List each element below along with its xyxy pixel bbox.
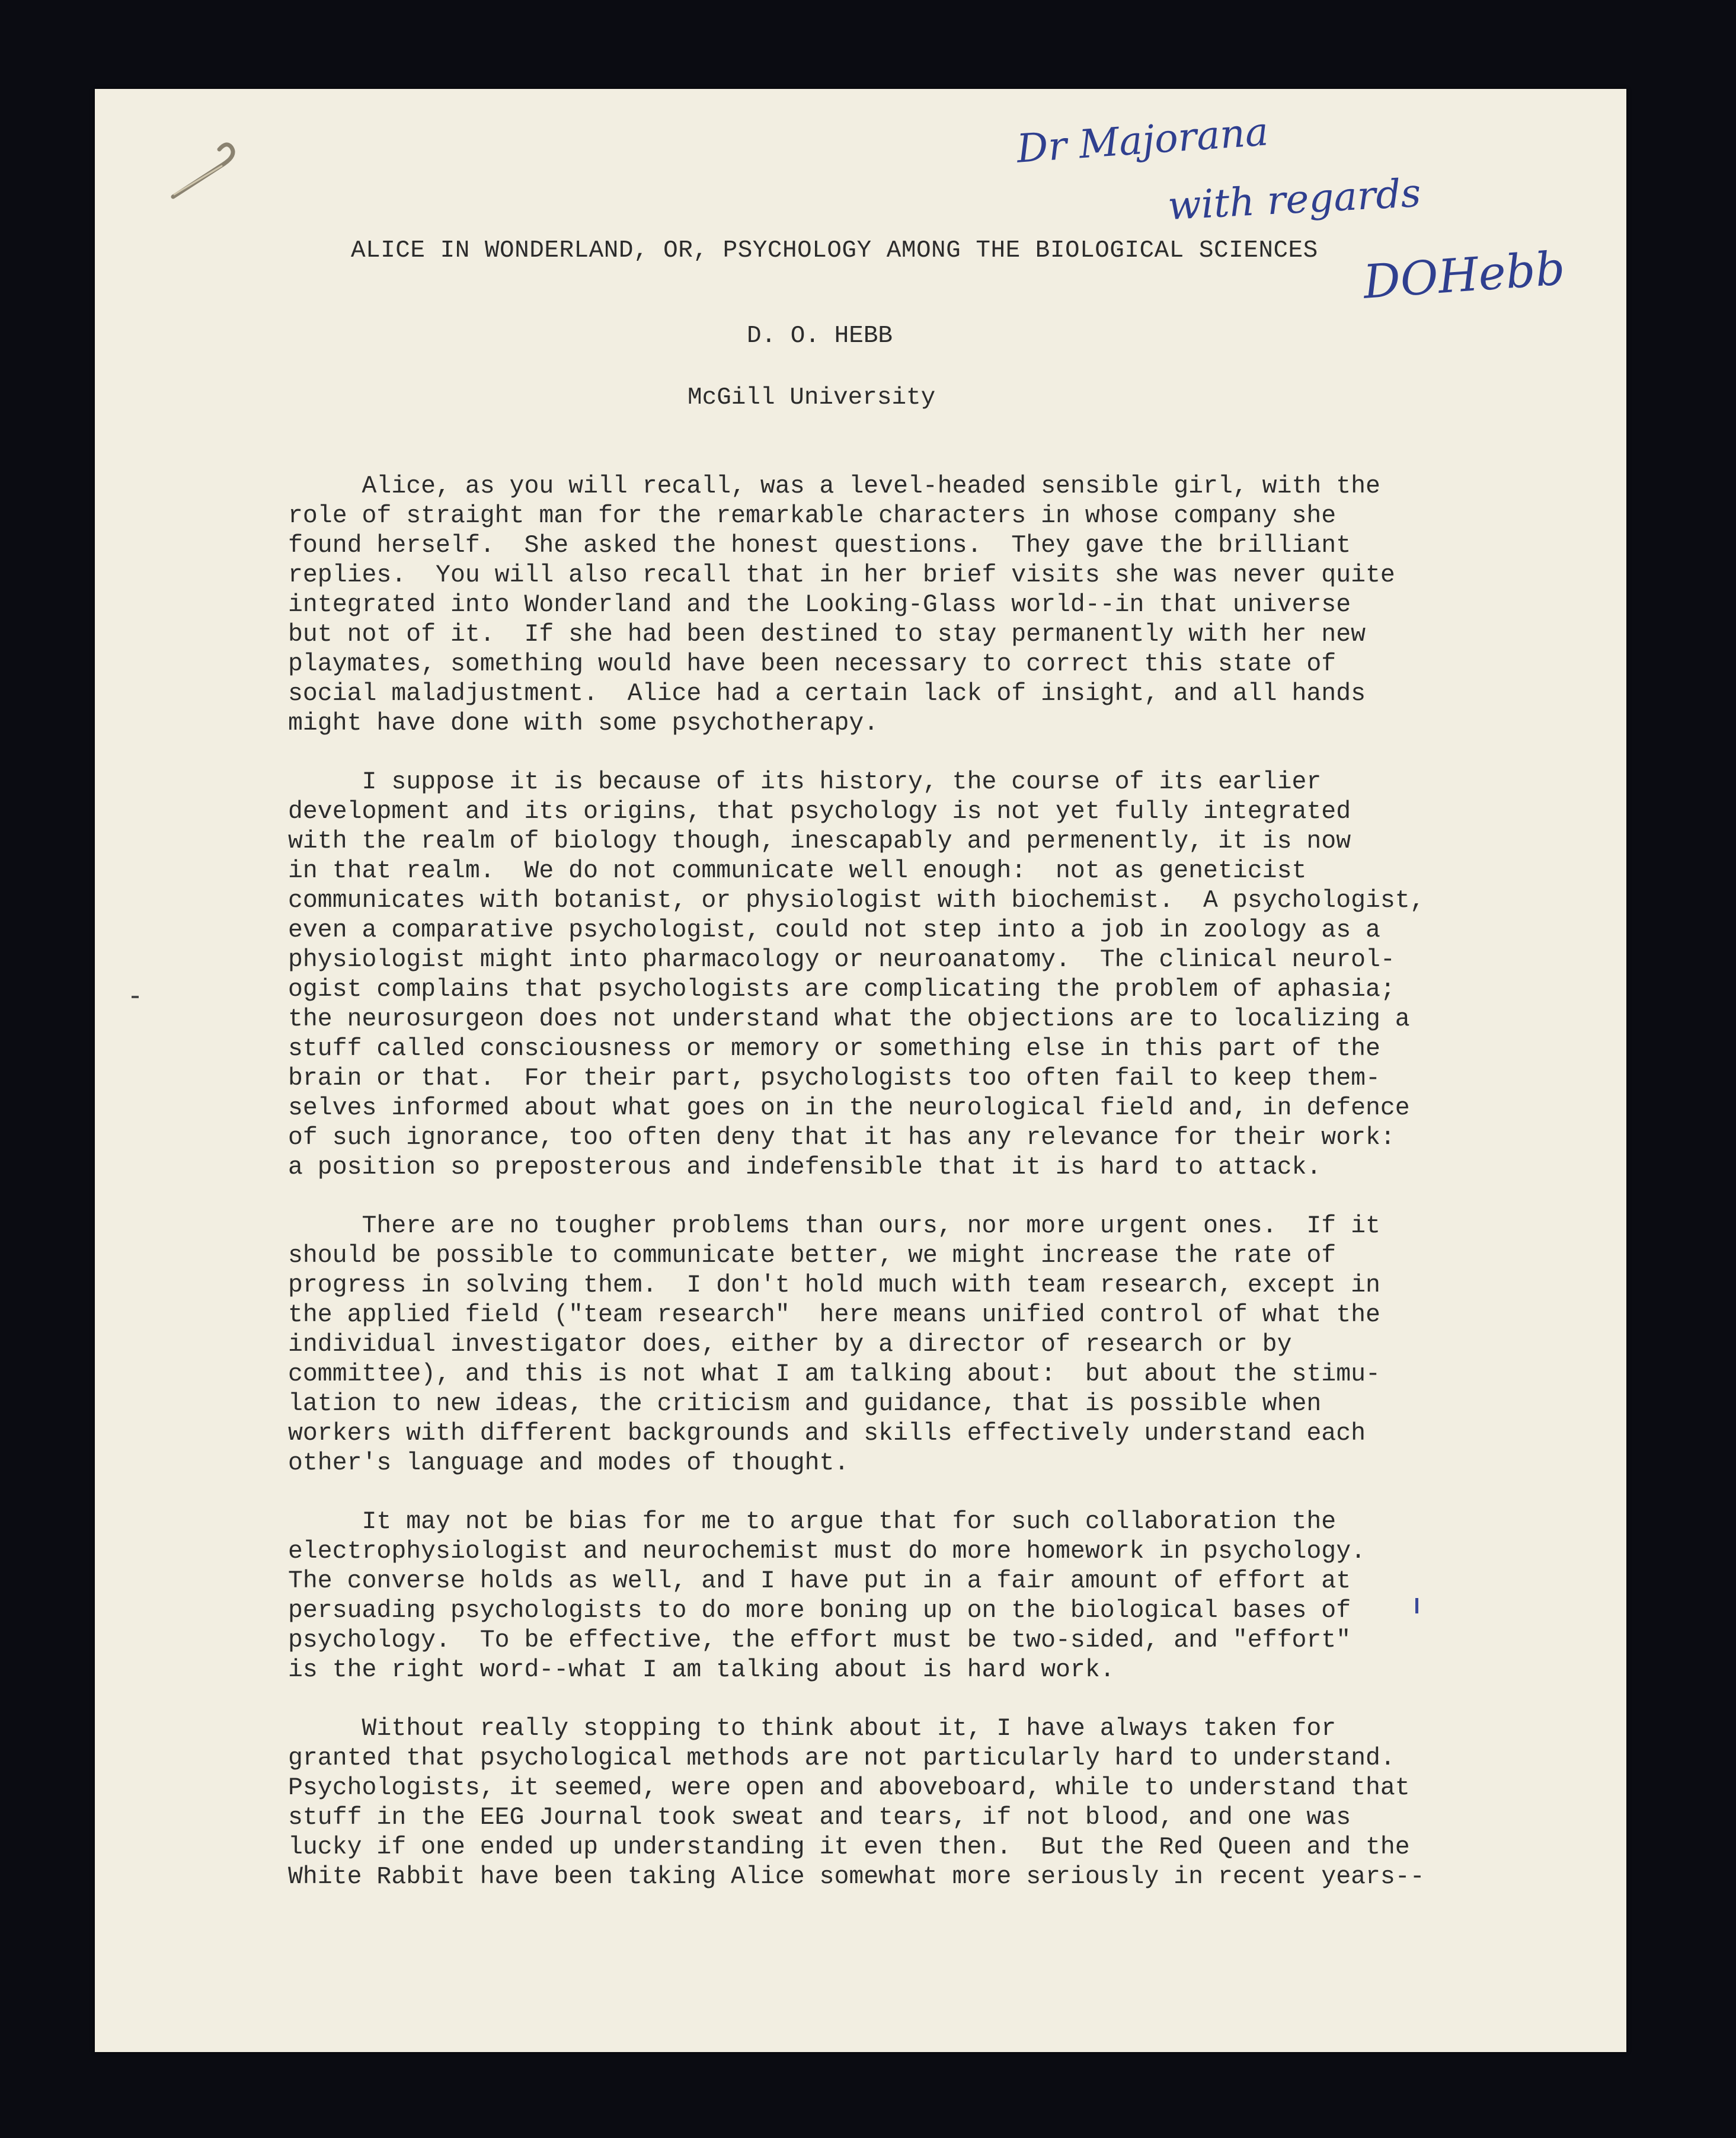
text-line: granted that psychological methods are not particularly hard to understand.	[288, 1744, 1395, 1772]
document-title: ALICE IN WONDERLAND, OR, PSYCHOLOGY AMONG THE BIOLOGICAL SCIENCES	[351, 237, 1318, 264]
text-line: a position so preposterous and indefensible that it is hard to attack.	[288, 1153, 1322, 1181]
paragraph	[288, 472, 1533, 739]
text-line: should be possible to communicate better, we might increase the rate of	[288, 1242, 1337, 1270]
text-line: social maladjustment. Alice had a certain lack of insight, and all hands	[288, 680, 1366, 708]
text-line: ogist complains that psychologists are complicating the problem of aphasia;	[288, 976, 1395, 1004]
text-line: brain or that. For their part, psychologists too often fail to keep them-	[288, 1065, 1380, 1092]
text-line: It may not be bias for me to argue that for such collaboration the	[288, 1508, 1337, 1536]
text-line: playmates, something would have been necessary to correct this state of	[288, 650, 1337, 678]
text-line: Without really stopping to think about it, I have always taken for	[288, 1715, 1337, 1743]
text-line: Alice, as you will recall, was a level-headed sensible girl, with the	[288, 472, 1380, 500]
text-line: White Rabbit have been taking Alice somewhat more seriously in recent years--	[288, 1863, 1425, 1891]
text-line: replies. You will also recall that in her brief visits she was never quite	[288, 561, 1395, 589]
text-line: stuff called consciousness or memory or something else in this part of the	[288, 1035, 1380, 1063]
text-line: even a comparative psychologist, could not step into a job in zoology as a	[288, 916, 1380, 944]
handwritten-line-1: Dr Majorana	[1015, 108, 1270, 172]
text-line: persuading psychologists to do more boning up on the biological bases of	[288, 1597, 1351, 1625]
text-line: Psychologists, it seemed, were open and aboveboard, while to understand that	[288, 1774, 1410, 1802]
text-line: lucky if one ended up understanding it even then. But the Red Queen and the	[288, 1833, 1410, 1861]
paragraph	[288, 1714, 1533, 1892]
text-line: other's language and modes of thought.	[288, 1449, 849, 1477]
text-line: integrated into Wonderland and the Looking-Glass world--in that universe	[288, 591, 1351, 619]
text-line: electrophysiologist and neurochemist must do more homework in psychology.	[288, 1538, 1366, 1565]
text-line: might have done with some psychotherapy.	[288, 710, 879, 737]
text-line: psychology. To be effective, the effort must be two-sided, and "effort"	[288, 1626, 1351, 1654]
text-line: with the realm of biology though, inescapably and permenently, it is now	[288, 827, 1351, 855]
text-line: lation to new ideas, the criticism and guidance, that is possible when	[288, 1390, 1322, 1418]
staple-icon	[167, 132, 244, 203]
text-line: is the right word--what I am talking about is hard work.	[288, 1656, 1115, 1684]
text-line: workers with different backgrounds and skills effectively understand each	[288, 1420, 1366, 1447]
text-line: in that realm. We do not communicate well enough: not as geneticist	[288, 857, 1307, 885]
text-line: stuff in the EEG Journal took sweat and tears, if not blood, and one was	[288, 1804, 1351, 1832]
author-affiliation: McGill University	[688, 384, 936, 411]
text-line: individual investigator does, either by a director of research or by	[288, 1331, 1292, 1359]
text-line: physiologist might into pharmacology or neuroanatomy. The clinical neurol-	[288, 946, 1395, 974]
handwritten-line-2: with regards	[1166, 170, 1422, 229]
text-line: There are no tougher problems than ours, nor more urgent ones. If it	[288, 1212, 1380, 1240]
text-line: role of straight man for the remarkable characters in whose company she	[288, 502, 1337, 530]
text-line: communicates with botanist, or physiologist with biochemist. A psychologist,	[288, 887, 1425, 915]
author-name: D. O. HEBB	[747, 322, 893, 350]
paragraph	[288, 768, 1533, 1183]
text-line: selves informed about what goes on in the neurological field and, in defence	[288, 1094, 1410, 1122]
paragraph	[288, 1212, 1533, 1478]
body-text	[288, 472, 1533, 1921]
handwritten-signature: DOHebb	[1361, 242, 1567, 309]
text-line: progress in solving them. I don't hold much with team research, except in	[288, 1271, 1380, 1299]
text-line: development and its origins, that psychology is not yet fully integrated	[288, 798, 1351, 826]
margin-mark	[132, 996, 139, 998]
text-line: the applied field ("team research" here means unified control of what the	[288, 1301, 1380, 1329]
text-line: of such ignorance, too often deny that it has any relevance for their work:	[288, 1124, 1395, 1152]
margin-mark	[1415, 1598, 1418, 1613]
text-line: the neurosurgeon does not understand what the objections are to localizing a	[288, 1005, 1410, 1033]
text-line: but not of it. If she had been destined to stay permanently with her new	[288, 621, 1366, 648]
text-line: The converse holds as well, and I have put in a fair amount of effort at	[288, 1567, 1351, 1595]
text-line: committee), and this is not what I am talking about: but about the stimu-	[288, 1360, 1380, 1388]
text-line: found herself. She asked the honest questions. They gave the brilliant	[288, 532, 1351, 560]
text-line: I suppose it is because of its history, the course of its earlier	[288, 768, 1322, 796]
typescript-page	[95, 89, 1626, 2052]
paragraph	[288, 1507, 1533, 1685]
